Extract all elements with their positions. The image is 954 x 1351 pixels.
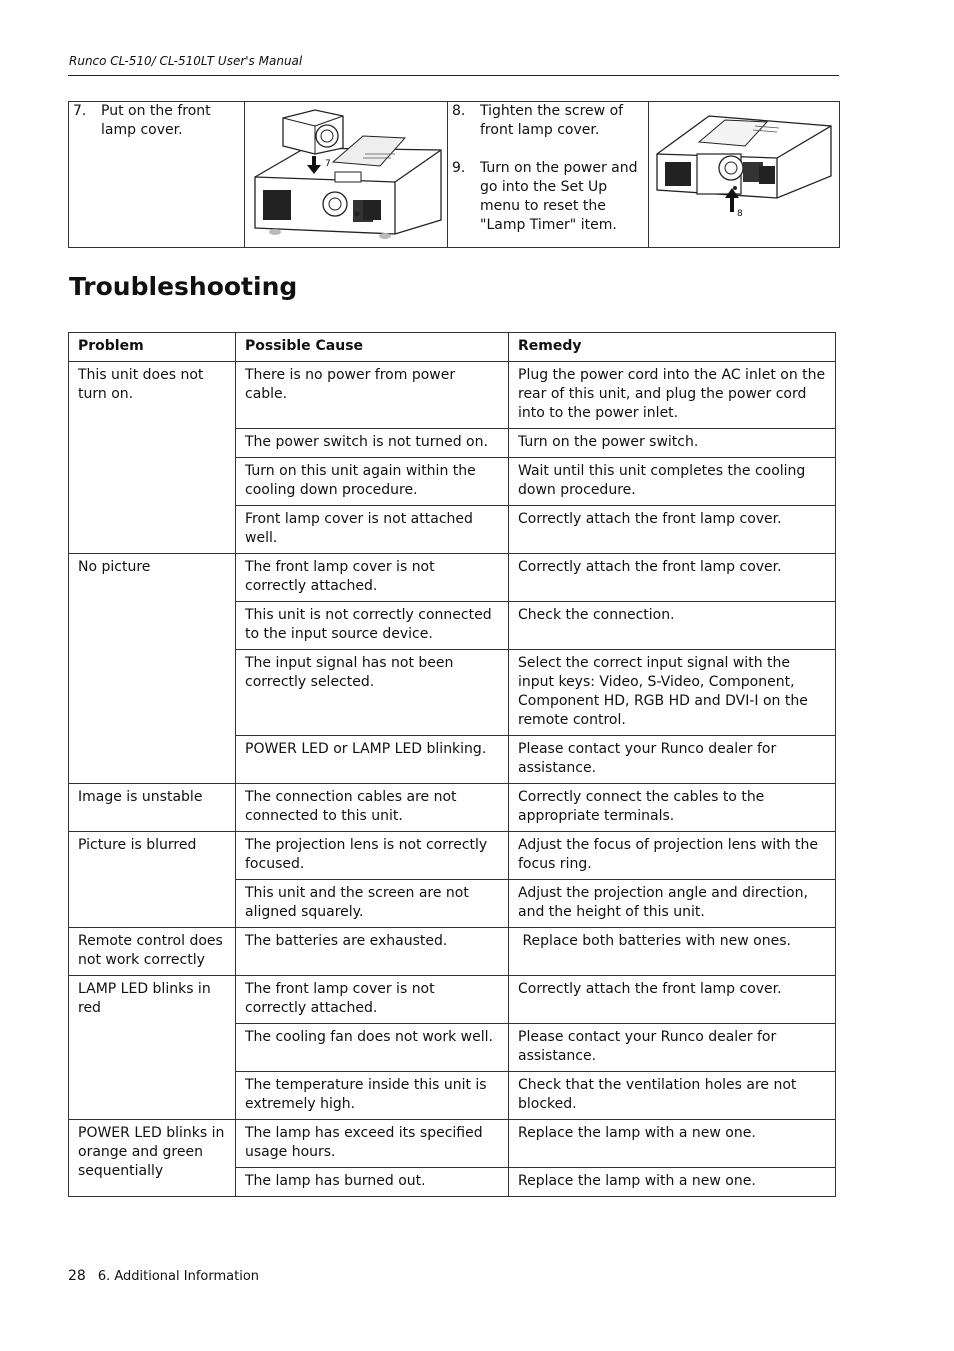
remedy-cell: Wait until this unit completes the cooling down procedure.	[509, 458, 836, 506]
cause-cell: The input signal has not been correctly selected.	[236, 650, 509, 736]
problem-cell: Remote control does not work correctly	[69, 928, 236, 976]
running-header: Runco CL-510/ CL-510LT User's Manual	[69, 54, 303, 68]
remedy-cell: Replace both batteries with new ones.	[509, 928, 836, 976]
cause-cell: This unit is not correctly connected to the input source device.	[236, 602, 509, 650]
step-7-figure	[245, 102, 448, 248]
table-row	[69, 976, 836, 1024]
step-9-figure	[649, 102, 840, 248]
remedy-cell: Check that the ventilation holes are not blocked.	[509, 1072, 836, 1120]
step-7-cell	[69, 102, 245, 248]
remedy-cell: Plug the power cord into the AC inlet on the rear of this unit, and plug the power cord into to the power inlet.	[509, 362, 836, 429]
cause-cell: The front lamp cover is not correctly attached.	[236, 976, 509, 1024]
cause-cell: There is no power from power cable.	[236, 362, 509, 429]
cause-cell: The temperature inside this unit is extremely high.	[236, 1072, 509, 1120]
remedy-cell: Replace the lamp with a new one.	[509, 1120, 836, 1168]
cause-cell: The batteries are exhausted.	[236, 928, 509, 976]
header-problem: Problem	[69, 333, 236, 362]
page-number: 28	[68, 1268, 86, 1284]
remedy-cell: Correctly attach the front lamp cover.	[509, 554, 836, 602]
table-row	[69, 1120, 836, 1168]
cause-cell: POWER LED or LAMP LED blinking.	[236, 736, 509, 784]
cause-cell: The front lamp cover is not correctly attached.	[236, 554, 509, 602]
table-row	[69, 362, 836, 429]
table-row	[69, 928, 836, 976]
table-row	[69, 554, 836, 602]
projector-screw-tighten-illustration	[649, 102, 840, 248]
cause-cell: The lamp has exceed its specified usage hours.	[236, 1120, 509, 1168]
remedy-cell: Correctly attach the front lamp cover.	[509, 976, 836, 1024]
cause-cell: The connection cables are not connected to this unit.	[236, 784, 509, 832]
step-7-number: 7.	[73, 103, 87, 119]
table-header-row	[69, 333, 836, 362]
header-remedy: Remedy	[509, 333, 836, 362]
cause-cell: The power switch is not turned on.	[236, 429, 509, 458]
problem-cell: No picture	[69, 554, 236, 784]
step-7-text: Put on the front lamp cover.	[101, 103, 211, 138]
remedy-cell: Please contact your Runco dealer for assistance.	[509, 736, 836, 784]
remedy-cell: Select the correct input signal with the input keys: Video, S-Video, Component, Component HD, RGB HD and DVI-I on the remote control.	[509, 650, 836, 736]
page-footer	[68, 1268, 259, 1284]
cause-cell: Turn on this unit again within the cooling down procedure.	[236, 458, 509, 506]
problem-cell: This unit does not turn on.	[69, 362, 236, 554]
remedy-cell: Turn on the power switch.	[509, 429, 836, 458]
problem-cell: POWER LED blinks in orange and green sequentially	[69, 1120, 236, 1197]
section-title: Troubleshooting	[69, 272, 298, 301]
remedy-cell: Please contact your Runco dealer for assistance.	[509, 1024, 836, 1072]
step-9-figure-label: 8	[737, 209, 743, 219]
cause-cell: The lamp has burned out.	[236, 1168, 509, 1197]
table-row	[69, 784, 836, 832]
projector-lamp-cover-install-illustration	[245, 102, 448, 248]
problem-cell: LAMP LED blinks in red	[69, 976, 236, 1120]
step-7-figure-label: 7	[325, 159, 331, 169]
cause-cell: Front lamp cover is not attached well.	[236, 506, 509, 554]
header-possible-cause: Possible Cause	[236, 333, 509, 362]
remedy-cell: Adjust the projection angle and direction, and the height of this unit.	[509, 880, 836, 928]
remedy-cell: Adjust the focus of projection lens with the focus ring.	[509, 832, 836, 880]
remedy-cell: Correctly connect the cables to the appropriate terminals.	[509, 784, 836, 832]
remedy-cell: Correctly attach the front lamp cover.	[509, 506, 836, 554]
remedy-cell: Replace the lamp with a new one.	[509, 1168, 836, 1197]
cause-cell: The cooling fan does not work well.	[236, 1024, 509, 1072]
lamp-steps-table	[68, 101, 840, 248]
troubleshooting-table	[68, 332, 836, 1197]
step-8-text: Tighten the screw of front lamp cover.	[480, 103, 624, 138]
remedy-cell: Check the connection.	[509, 602, 836, 650]
step-9-text: Turn on the power and go into the Set Up menu to reset the "Lamp Timer" item.	[480, 160, 642, 233]
footer-section: 6. Additional Information	[97, 1269, 260, 1284]
table-row	[69, 832, 836, 880]
header-rule	[68, 75, 839, 76]
cause-cell: The projection lens is not correctly focused.	[236, 832, 509, 880]
step-8-9-cell	[448, 102, 649, 248]
problem-cell: Picture is blurred	[69, 832, 236, 928]
step-9-number: 9.	[452, 160, 466, 176]
problem-cell: Image is unstable	[69, 784, 236, 832]
cause-cell: This unit and the screen are not aligned squarely.	[236, 880, 509, 928]
step-8-number: 8.	[452, 103, 466, 119]
